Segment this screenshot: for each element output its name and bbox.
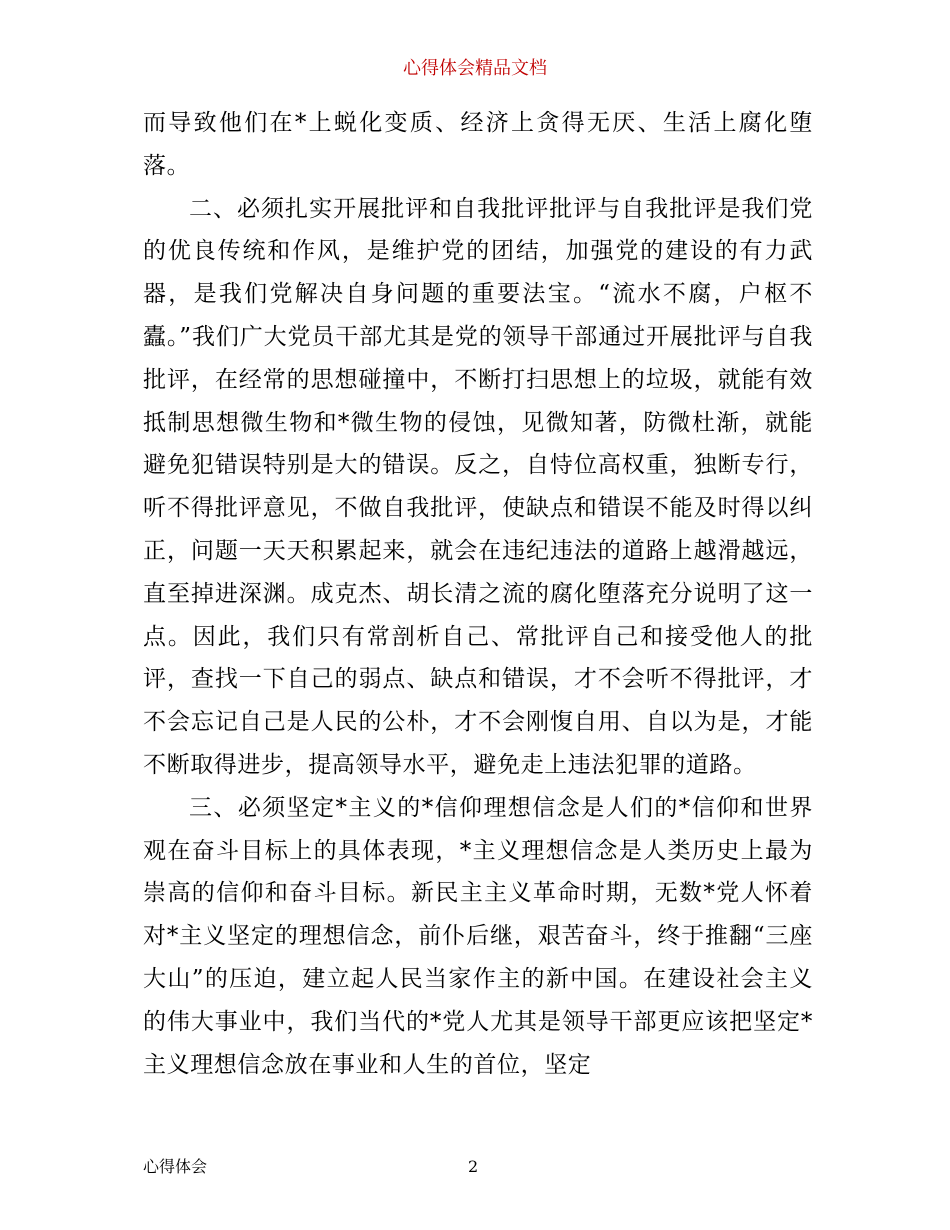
document-body	[143, 102, 813, 1086]
footer-label: 心得体会	[143, 1157, 208, 1176]
paragraph-criticism: 二、必须扎实开展批评和自我批评批评与自我批评是我们党的优良传统和作风，是维护党的团结，加强党的建设的有力武器，是我们党解决自身问题的重要法宝。“流水不腐，户枢不蠹。”我们广大党员干部尤其是党的领导干部通过开展批评与自我批评，在经常的思想碰撞中，不断打扫思想上的垃圾，就能有效抵制思想微生物和*微生物的侵蚀，见微知著，防微杜渐，就能避免犯错误特别是大的错误。反之，自恃位高权重，独断专行，听不得批评意见，不做自我批评，使缺点和错误不能及时得以纠正，问题一天天积累起来，就会在违纪违法的道路上越滑越远，直至掉进深渊。成克杰、胡长清之流的腐化堕落充分说明了这一点。因此，我们只有常剖析自己、常批评自己和接受他人的批评，查找一下自己的弱点、缺点和错误，才不会听不得批评，才不会忘记自己是人民的公朴，才不会刚愎自用、自以为是，才能不断取得进步，提高领导水平，避免走上违法犯罪的道路。	[143, 195, 813, 778]
paragraph-belief: 三、必须坚定*主义的*信仰理想信念是人们的*信仰和世界观在奋斗目标上的具体表现，*主义理想信念是人类历史上最为崇高的信仰和奋斗目标。新民主主义革命时期，无数*党人怀着对*主义坚定的理想信念，前仆后继，艰苦奋斗，终于推翻“三座大山”的压迫，建立起人民当家作主的新中国。在建设社会主义的伟大事业中，我们当代的*党人尤其是领导干部更应该把坚定*主义理想信念放在事业和人生的首位，坚定	[143, 794, 813, 1078]
page-number: 2	[468, 1157, 479, 1176]
page-header-title: 心得体会精品文档	[403, 58, 547, 79]
paragraph-continuation: 而导致他们在*上蜕化变质、经济上贪得无厌、生活上腐化堕落。	[143, 110, 813, 179]
